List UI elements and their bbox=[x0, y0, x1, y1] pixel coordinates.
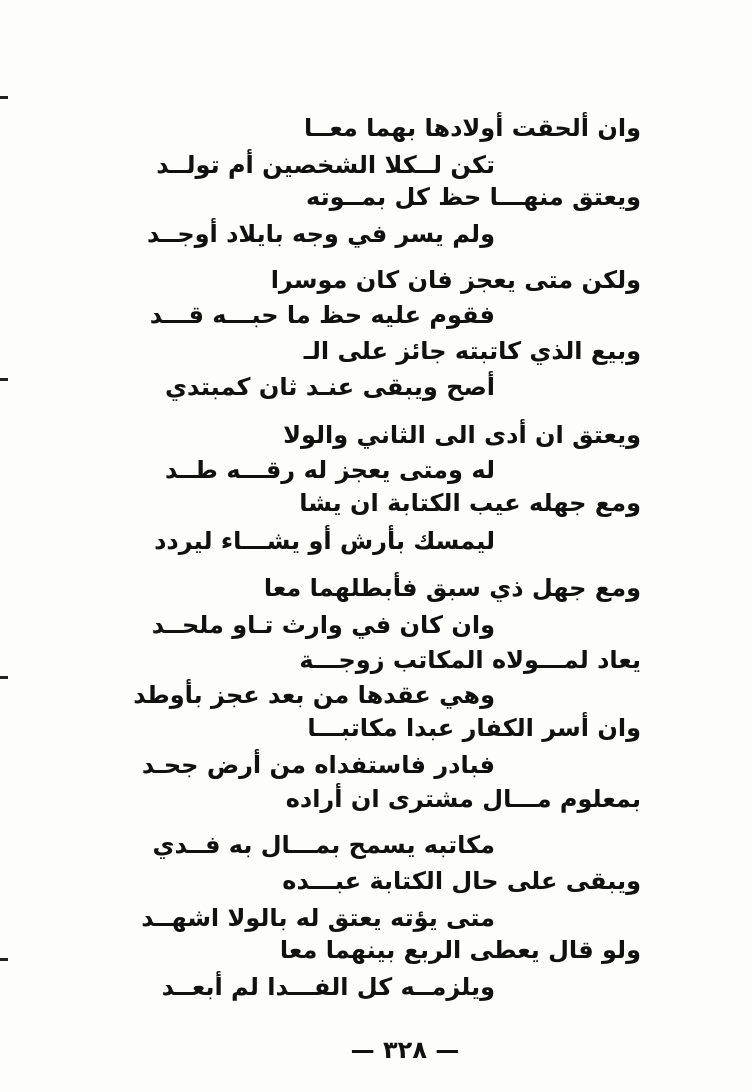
scan-edge-mark bbox=[0, 96, 8, 99]
verse-first-hemistich: ومع جهله عيب الكتابة ان يشا bbox=[299, 489, 641, 517]
scan-edge-mark bbox=[0, 958, 8, 961]
verse-second-hemistich: أصح ويبقى عنـد ثان كمبتدي bbox=[165, 373, 495, 401]
verse-second-hemistich: وان كان في وارث تـاو ملحــد bbox=[151, 611, 495, 639]
verse-second-hemistich: ويلزمــه كل الفـــدا لم أبعــد bbox=[161, 973, 495, 1001]
verse-second-hemistich: وهي عقدها من بعد عجز بأوطد bbox=[133, 681, 495, 709]
verse-first-hemistich: ولكن متى يعجز فان كان موسرا bbox=[270, 266, 641, 294]
verse-first-hemistich: بمعلوم مـــال مشترى ان أراده bbox=[285, 785, 641, 813]
verse-first-hemistich: وبيع الذي كاتبته جائز على الـ bbox=[303, 337, 641, 365]
verse-first-hemistich: ويعتق ان أدى الى الثاني والولا bbox=[283, 421, 641, 449]
verse-second-hemistich: فقوم عليه حظ ما حبـــه قـــد bbox=[149, 301, 495, 329]
verse-first-hemistich: ولو قال يعطى الربع بينهما معا bbox=[279, 936, 641, 964]
scan-edge-mark bbox=[0, 676, 8, 679]
verse-second-hemistich: تكن لــكلا الشخصين أم تولــد bbox=[156, 151, 495, 179]
verse-second-hemistich: متى يؤته يعتق له بالولا اشهــد bbox=[141, 904, 495, 932]
verse-second-hemistich: له ومتى يعجز له رقـــه طــد bbox=[165, 456, 495, 484]
verse-second-hemistich: ولم يسر في وجه بايلاد أوجــد bbox=[147, 220, 495, 248]
page-number: — ٣٢٨ — bbox=[350, 1036, 460, 1064]
verse-second-hemistich: مكاتبه يسمح بمـــال به فــدي bbox=[152, 831, 495, 859]
verse-first-hemistich: وان أسر الكفار عبدا مكاتبـــا bbox=[307, 714, 641, 742]
scan-edge-mark bbox=[0, 378, 8, 381]
verse-second-hemistich: ليمسك بأرش أو يشـــاء ليردد bbox=[154, 527, 495, 555]
verse-first-hemistich: يعاد لمـــولاه المكاتب زوجـــة bbox=[299, 646, 641, 674]
verse-first-hemistich: ومع جهل ذي سبق فأبطلهما معا bbox=[263, 574, 641, 602]
verse-first-hemistich: ويعتق منهـــا حظ كل بمــوته bbox=[306, 183, 641, 211]
verse-second-hemistich: فبادر فاستفداه من أرض جحـد bbox=[141, 751, 495, 779]
verse-first-hemistich: ويبقى على حال الكتابة عبـــده bbox=[282, 867, 641, 895]
verse-first-hemistich: وان ألحقت أولادها بهما معــا bbox=[303, 114, 641, 142]
